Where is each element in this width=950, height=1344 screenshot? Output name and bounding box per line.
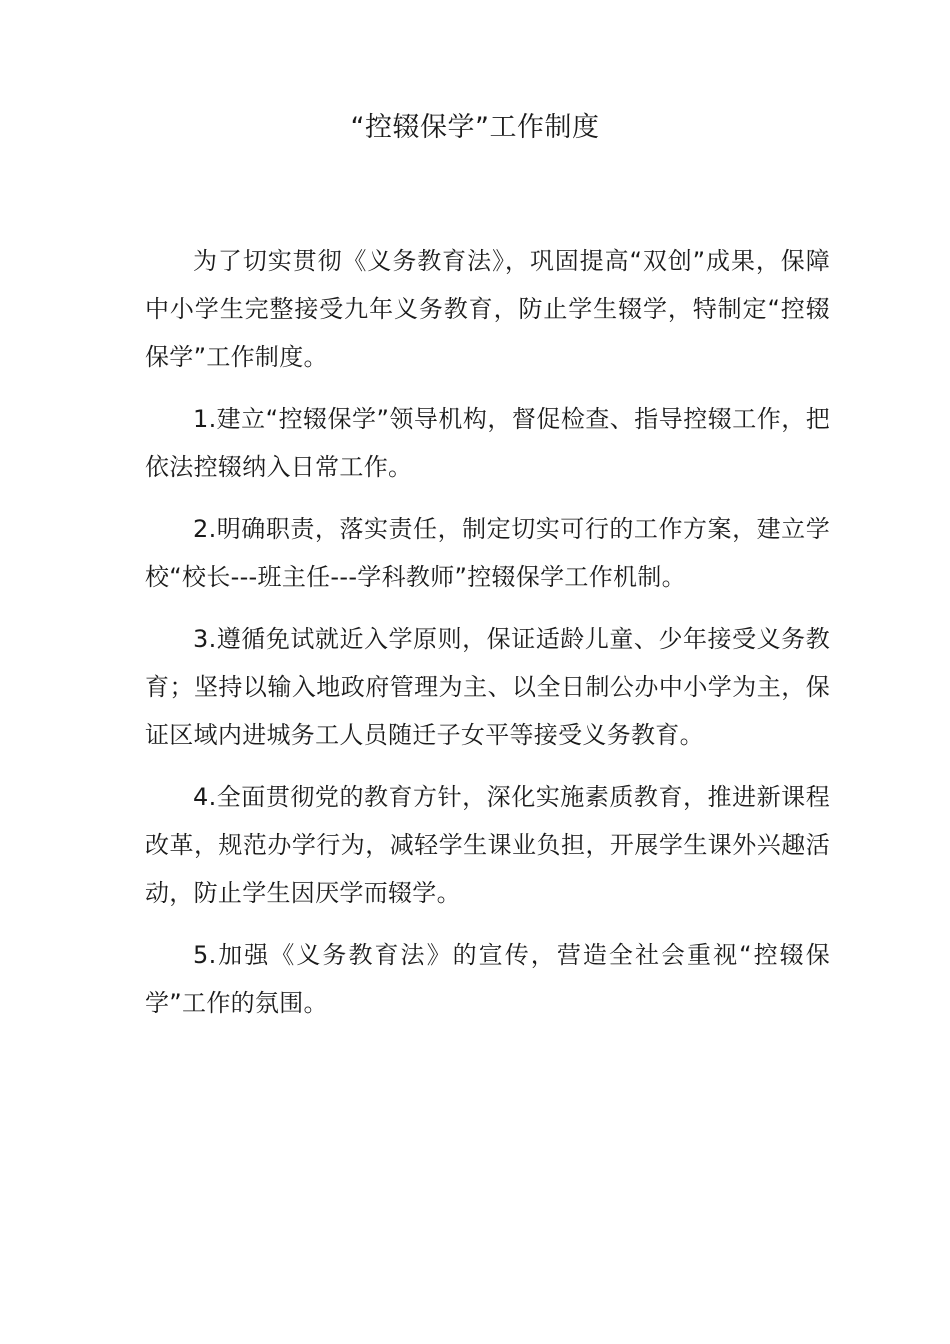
document-title: “控辍保学”工作制度	[350, 112, 600, 143]
rule-paragraph-4: 4.全面贯彻党的教育方针，深化实施素质教育，推进新课程改革，规范办学行为，减轻学生课业负担，开展学生课外兴趣活动，防止学生因厌学而辍学。	[145, 783, 830, 907]
intro-paragraph: 为了切实贯彻《义务教育法》，巩固提高“双创”成果，保障中小学生完整接受九年义务教育，防止学生辍学，特制定“控辍保学”工作制度。	[145, 247, 830, 371]
rule-paragraph-3: 3.遵循免试就近入学原则，保证适龄儿童、少年接受义务教育；坚持以输入地政府管理为主、以全日制公办中小学为主，保证区域内进城务工人员随迁子女平等接受义务教育。	[145, 625, 830, 749]
document-body	[145, 237, 830, 1041]
rule-paragraph-1: 1.建立“控辍保学”领导机构，督促检查、指导控辍工作，把依法控辍纳入日常工作。	[145, 405, 830, 481]
rule-paragraph-5: 5.加强《义务教育法》的宣传，营造全社会重视“控辍保学”工作的氛围。	[145, 941, 830, 1017]
rule-paragraph-2: 2.明确职责，落实责任，制定切实可行的工作方案，建立学校“校长---班主任---学科教师”控辍保学工作机制。	[145, 515, 830, 591]
